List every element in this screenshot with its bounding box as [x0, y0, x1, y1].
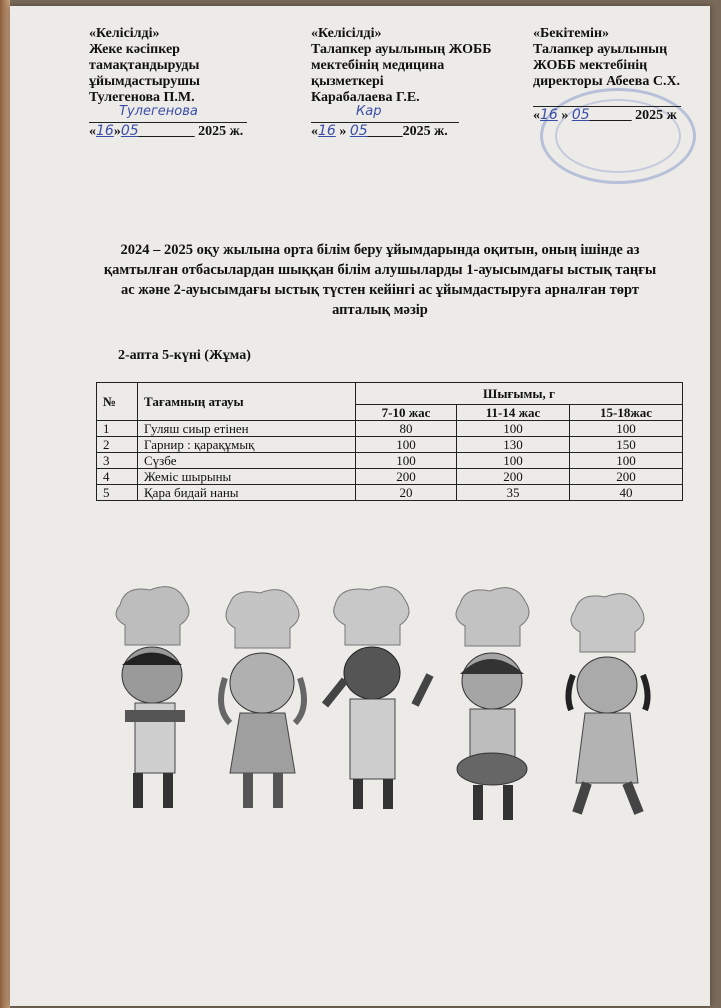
table-row [97, 453, 683, 469]
row-number: 1 [97, 421, 138, 437]
approval-line: Карабалаева Г.Е. [311, 90, 420, 105]
chef-kids-illustration [100, 585, 670, 830]
portion-value: 200 [570, 469, 683, 485]
date-year: 2025 ж. [198, 124, 244, 139]
dish-name: Гуляш сиыр етінен [138, 421, 356, 437]
approval-line: «Бекітемін» [533, 26, 610, 41]
handwritten-signature: Тулегенова [119, 104, 198, 119]
approval-block-medical [311, 26, 492, 140]
row-number: 2 [97, 437, 138, 453]
portion-value: 100 [457, 453, 570, 469]
photo-edge [0, 0, 10, 1008]
approval-date: «16 » 05_____2025 ж. [311, 123, 448, 139]
dish-name: Қара бидай наны [138, 485, 356, 501]
column-header-age-15-18: 15-18жас [570, 405, 683, 421]
approval-date: «16 » 05______ 2025 ж [533, 107, 677, 123]
approval-block-entrepreneur [89, 26, 247, 140]
table-row [97, 421, 683, 437]
date-month: 05 [571, 107, 590, 123]
portion-value: 100 [457, 421, 570, 437]
signature-line [311, 106, 459, 123]
date-month: 05 [349, 123, 368, 139]
column-header-number: № [97, 383, 138, 421]
approval-line: «Келісілді» [89, 26, 160, 41]
portion-value: 80 [356, 421, 457, 437]
approval-line: Талапкер ауылының ЖОББ [311, 42, 492, 57]
portion-value: 130 [457, 437, 570, 453]
date-month: 05 [120, 123, 139, 139]
row-number: 5 [97, 485, 138, 501]
portion-value: 20 [356, 485, 457, 501]
approval-block-director [533, 26, 681, 124]
approval-line: ЖОББ мектебінің [533, 58, 648, 73]
row-number: 3 [97, 453, 138, 469]
row-number: 4 [97, 469, 138, 485]
approval-line: Жеке кәсіпкер [89, 42, 180, 57]
column-header-age-11-14: 11-14 жас [457, 405, 570, 421]
dish-name: Сүзбе [138, 453, 356, 469]
approval-line: тамақтандыруды [89, 58, 200, 73]
date-day: 16 [318, 123, 336, 139]
table-row [97, 485, 683, 501]
date-day: 16 [96, 123, 114, 139]
week-day-label: 2-апта 5-күні (Жұма) [118, 348, 251, 363]
approval-line: ұйымдастырушы [89, 74, 200, 89]
approval-date: «16»05________ 2025 ж. [89, 123, 244, 139]
dish-name: Гарнир : қарақұмық [138, 437, 356, 453]
column-header-age-7-10: 7-10 жас [356, 405, 457, 421]
portion-value: 200 [457, 469, 570, 485]
approval-line: «Келісілді» [311, 26, 382, 41]
column-header-dish: Тағамның атауы [138, 383, 356, 421]
portion-value: 100 [356, 437, 457, 453]
date-year: 2025 ж. [402, 124, 448, 139]
portion-value: 100 [356, 453, 457, 469]
approval-line: қызметкері [311, 74, 384, 89]
menu-title: 2024 – 2025 оқу жылына орта білім беру ұйымдарында оқитын, оның ішінде аз қамтылған отбасылардан шыққан білім алушыларды 1-ауысымдағы ыстық таңғы ас және 2-ауысымдағы ыстық түстен кейінгі ас ұйымдастыруға арналған төрт апталық мәзір [103, 242, 657, 318]
portion-value: 40 [570, 485, 683, 501]
approval-line: Тулегенова П.М. [89, 90, 195, 105]
handwritten-signature: Кар [356, 104, 382, 119]
column-header-output: Шығымы, г [356, 383, 683, 405]
table-row [97, 437, 683, 453]
menu-table [96, 382, 683, 501]
portion-value: 100 [570, 453, 683, 469]
dish-name: Жеміс шырыны [138, 469, 356, 485]
approval-line: мектебінің медицина [311, 58, 445, 73]
table-header-row [97, 383, 683, 405]
portion-value: 200 [356, 469, 457, 485]
chef-child-figure [116, 587, 648, 820]
signature-line [89, 106, 247, 123]
table-row [97, 469, 683, 485]
date-year: 2025 ж [635, 108, 677, 123]
date-day: 16 [540, 107, 558, 123]
approval-line: директоры Абеева С.Х. [533, 74, 681, 89]
approval-line: Талапкер ауылының [533, 42, 668, 57]
portion-value: 100 [570, 421, 683, 437]
signature-line [533, 90, 681, 107]
portion-value: 150 [570, 437, 683, 453]
portion-value: 35 [457, 485, 570, 501]
